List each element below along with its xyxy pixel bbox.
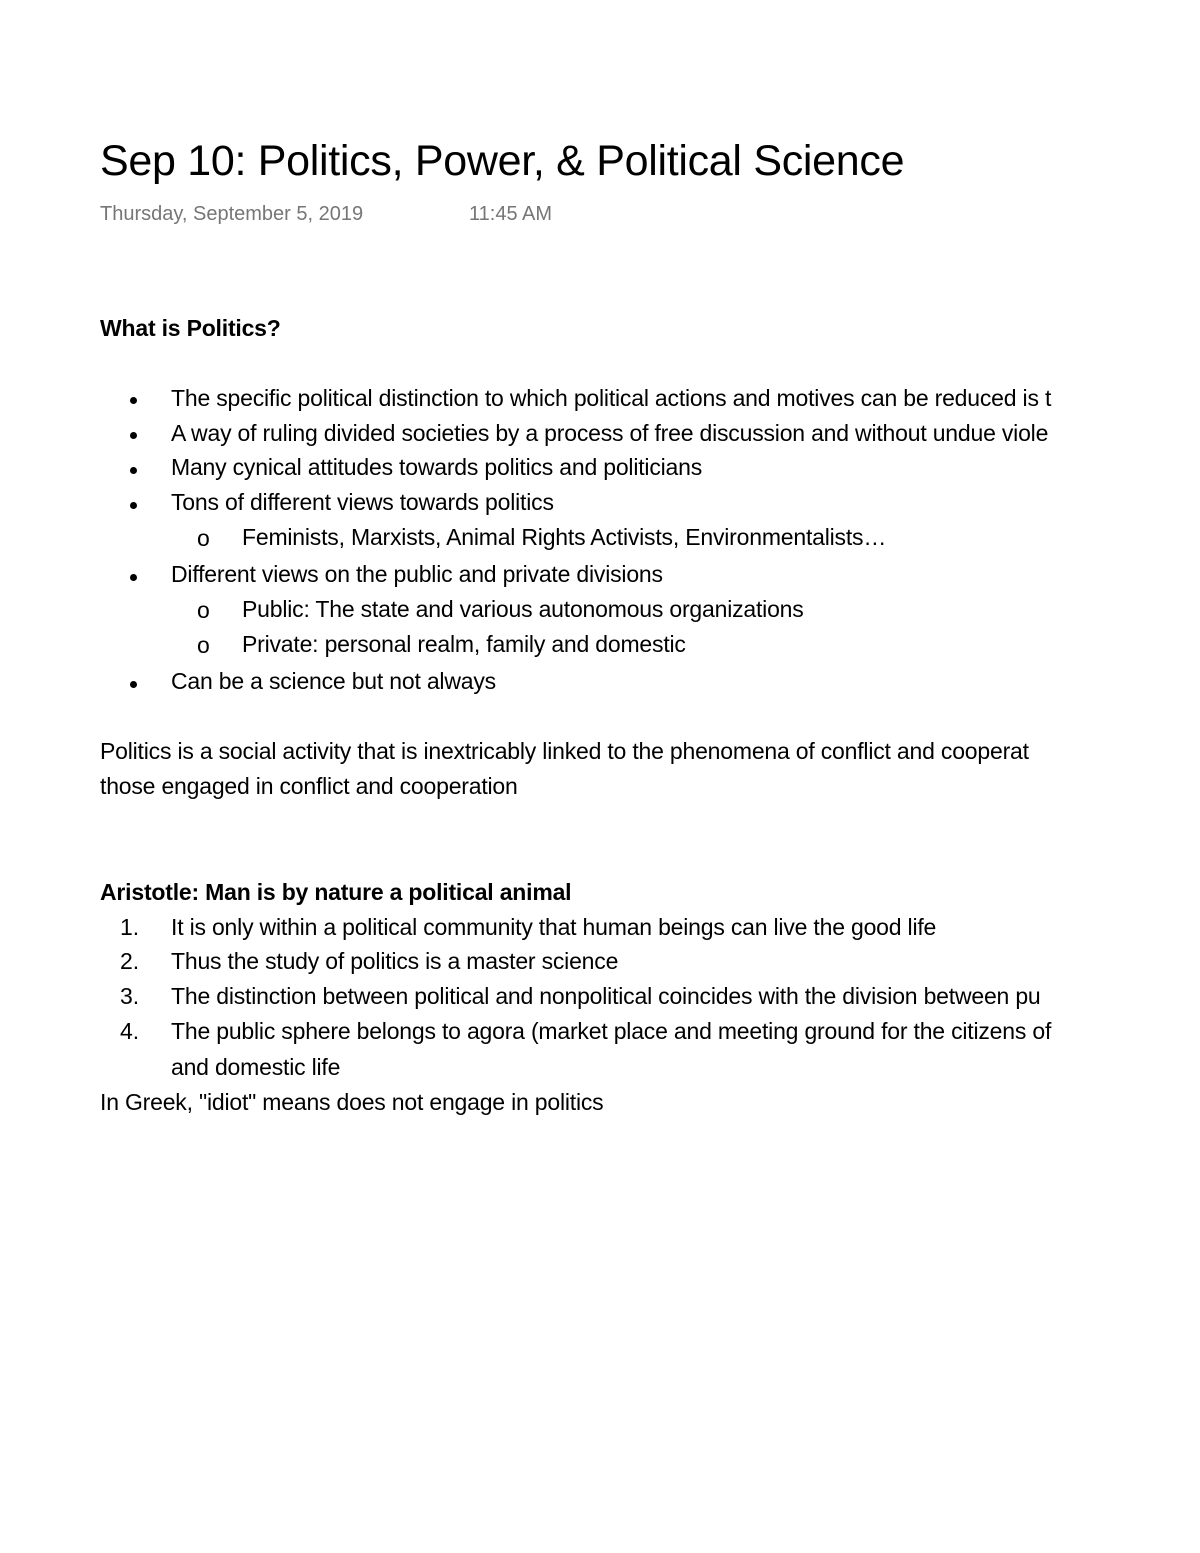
bullet-item: Different views on the public and private divisions: [171, 561, 663, 587]
sub-bullet-item: Public: The state and various autonomous organizations: [242, 596, 804, 622]
page-title: Sep 10: Politics, Power, & Political Science: [100, 137, 905, 185]
paragraph-line: those engaged in conflict and cooperation: [100, 773, 518, 799]
bullet-dot: [130, 432, 137, 439]
sub-bullet-marker: o: [197, 525, 210, 551]
sub-bullet-marker: o: [197, 597, 210, 623]
numbered-item-continuation: and domestic life: [171, 1054, 341, 1080]
bullet-item: The specific political distinction to which political actions and motives can be reduced is t: [171, 385, 1052, 411]
bullet-dot: [130, 502, 137, 509]
bullet-item: Tons of different views towards politics: [171, 489, 554, 515]
numbered-item: The public sphere belongs to agora (market place and meeting ground for the citizens of: [171, 1018, 1052, 1044]
numbered-item: Thus the study of politics is a master science: [171, 948, 619, 974]
bullet-dot: [130, 574, 137, 581]
note-date: Thursday, September 5, 2019: [100, 203, 364, 225]
numbered-item: It is only within a political community that human beings can live the good life: [171, 914, 937, 940]
sub-bullet-item: Private: personal realm, family and domestic: [242, 631, 686, 657]
list-number: 3.: [120, 983, 140, 1009]
bullet-item: Many cynical attitudes towards politics and politicians: [171, 454, 703, 480]
note-time: 11:45 AM: [469, 203, 553, 225]
numbered-item: The distinction between political and nonpolitical coincides with the division between pu: [171, 983, 1041, 1009]
paragraph-line: Politics is a social activity that is inextricably linked to the phenomena of conflict and cooperat: [100, 738, 1029, 764]
section-heading-what-is-politics: What is Politics?: [100, 315, 281, 341]
list-number: 1.: [120, 914, 140, 940]
bullet-dot: [130, 467, 137, 474]
list-number: 2.: [120, 948, 140, 974]
bullet-dot: [130, 397, 137, 404]
closing-line: In Greek, "idiot" means does not engage in politics: [100, 1089, 604, 1115]
list-number: 4.: [120, 1018, 140, 1044]
section-heading-aristotle: Aristotle: Man is by nature a political animal: [100, 879, 572, 905]
sub-bullet-marker: o: [197, 632, 210, 658]
bullet-dot: [130, 681, 137, 688]
bullet-item: A way of ruling divided societies by a process of free discussion and without undue viole: [171, 420, 1049, 446]
bullet-item: Can be a science but not always: [171, 668, 496, 694]
sub-bullet-item: Feminists, Marxists, Animal Rights Activists, Environmentalists…: [242, 524, 887, 550]
